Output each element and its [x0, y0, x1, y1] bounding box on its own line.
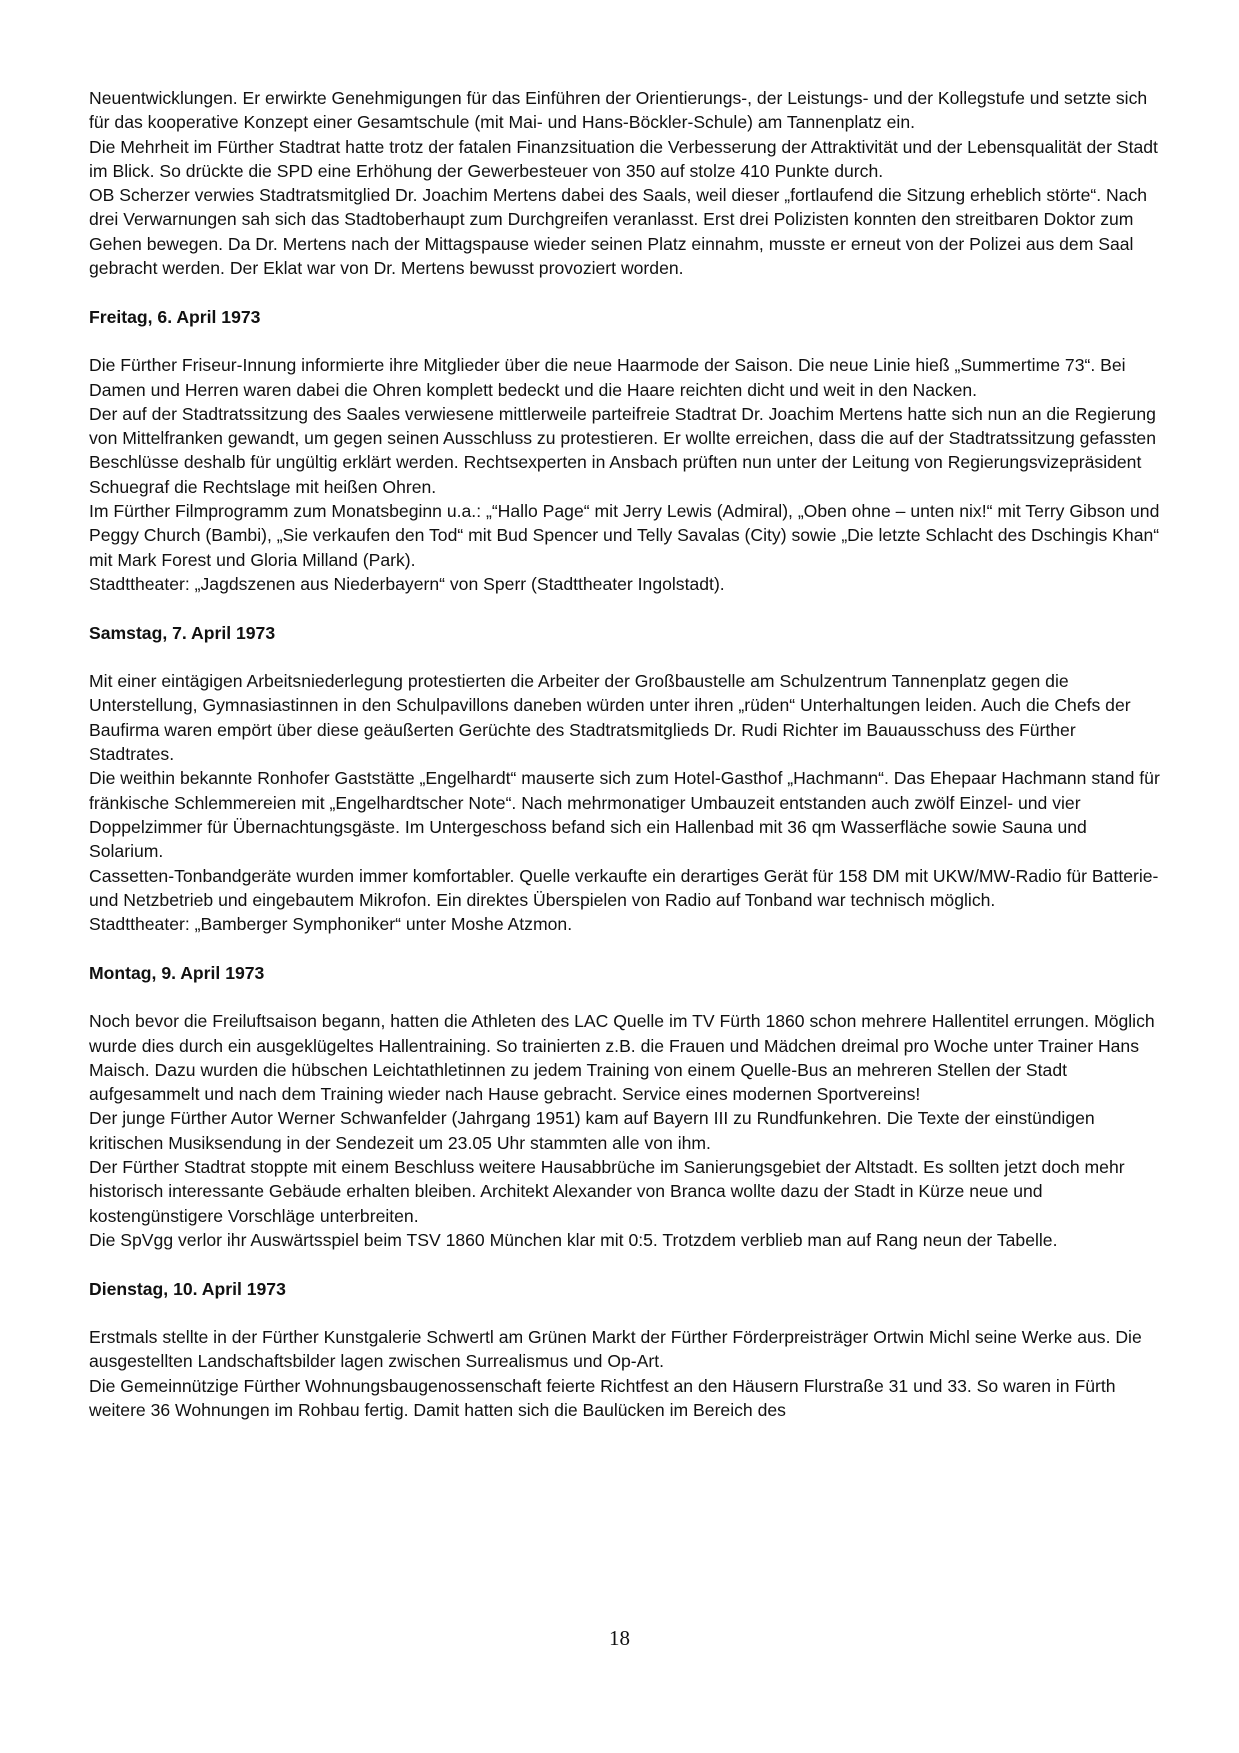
page-number: 18 [609, 1626, 630, 1650]
section-heading: Montag, 9. April 1973 [89, 962, 265, 983]
paragraph: Die Mehrheit im Fürther Stadtrat hatte trotz der fatalen Finanzsituation die Verbesserung der Attraktivität und der Lebensqualität der Stadt im Blick. So drückte die SPD eine Erhöhung der Gewerbesteuer von 350 auf stolze 410 Punkte durch. [89, 136, 1158, 181]
paragraph: Der junge Fürther Autor Werner Schwanfelder (Jahrgang 1951) kam auf Bayern III zu Rundfunkehren. Die Texte der einstündigen kritischen Musiksendung in der Sendezeit um 23.05 Uhr stammten alle von ihm. [89, 1108, 1095, 1153]
spacer [89, 329, 1161, 353]
section-heading: Freitag, 6. April 1973 [89, 306, 261, 327]
paragraph: Cassetten-Tonbandgeräte wurden immer komfortabler. Quelle verkaufte ein derartiges Gerät für 158 DM mit UKW/MW-Radio für Batterie- und Netzbetrieb und eingebautem Mikrofon. Ein direktes Überspielen von Radio auf Tonband war technisch möglich. [89, 865, 1159, 910]
paragraph: Neuentwicklungen. Er erwirkte Genehmigungen für das Einführen der Orientierungs-, der Leistungs- und der Kollegstufe und setzte sich für das kooperative Konzept einer Gesamtschule (mit Mai- und Hans-Böckler-Schule) am Tannenplatz ein. [89, 88, 1148, 133]
spacer [89, 1252, 1161, 1276]
spacer [89, 596, 1161, 620]
paragraph: Erstmals stellte in der Fürther Kunstgalerie Schwertl am Grünen Markt der Fürther Förderpreisträger Ortwin Michl seine Werke aus. Die ausgestellten Landschaftsbilder lagen zwischen Surrealismus und Op-Art. [89, 1327, 1142, 1372]
spacer [89, 936, 1161, 960]
paragraph: Der Fürther Stadtrat stoppte mit einem Beschluss weitere Hausabbrüche im Sanierungsgebiet der Altstadt. Es sollten jetzt doch mehr historisch interessante Gebäude erhalten bleiben. Architekt Alexander von Branca wollte dazu der Stadt in Kürze neue und kostengünstigere Vorschläge unterbreiten. [89, 1157, 1125, 1226]
spacer [89, 985, 1161, 1009]
spacer [89, 280, 1161, 304]
paragraph: Im Fürther Filmprogramm zum Monatsbeginn u.a.: „“Hallo Page“ mit Jerry Lewis (Admiral), „Oben ohne – unten nix!“ mit Terry Gibson und Peggy Church (Bambi), „Sie verkaufen den Tod“ mit Bud Spencer und Telly Savalas (City) sowie „Die letzte Schlacht des Dschingis Khan“ mit Mark Forest und Gloria Milland (Park). [89, 501, 1160, 570]
paragraph: OB Scherzer verwies Stadtratsmitglied Dr. Joachim Mertens dabei des Saals, weil dieser „fortlaufend die Sitzung erheblich störte“. Nach drei Verwarnungen sah sich das Stadtoberhaupt zum Durchgreifen veranlasst. Erst drei Polizisten konnten den streitbaren Doktor zum Gehen bewegen. Da Dr. Mertens nach der Mittagspause wieder seinen Platz einnahm, musste er erneut von der Polizei aus dem Saal gebracht werden. Der Eklat war von Dr. Mertens bewusst provoziert worden. [89, 185, 1148, 279]
paragraph: Mit einer eintägigen Arbeitsniederlegung protestierten die Arbeiter der Großbaustelle am Schulzentrum Tannenplatz gegen die Unterstellung, Gymnasiastinnen in den Schulpavillons daneben würden unter ihren „rüden“ Unterhaltungen leiden. Auch die Chefs der Baufirma waren empört über diese geäußerten Gerüchte des Stadtratsmitglieds Dr. Rudi Richter im Bauausschuss des Fürther Stadtrates. [89, 671, 1131, 765]
paragraph: Stadttheater: „Jagdszenen aus Niederbayern“ von Sperr (Stadttheater Ingolstadt). [89, 573, 725, 594]
spacer [89, 645, 1161, 669]
paragraph: Die SpVgg verlor ihr Auswärtsspiel beim TSV 1860 München klar mit 0:5. Trotzdem verblieb man auf Rang neun der Tabelle. [89, 1229, 1058, 1250]
paragraph: Die Fürther Friseur-Innung informierte ihre Mitglieder über die neue Haarmode der Saison. Die neue Linie hieß „Summertime 73“. Bei Damen und Herren waren dabei die Ohren komplett bedeckt und die Haare reichten dicht und weit in den Nacken. [89, 355, 1126, 400]
paragraph: Noch bevor die Freiluftsaison begann, hatten die Athleten des LAC Quelle im TV Fürth 1860 schon mehrere Hallentitel errungen. Möglich wurde dies durch ein ausgeklügeltes Hallentraining. So trainierten z.B. die Frauen und Mädchen dreimal pro Woche unter Trainer Hans Maisch. Dazu wurden die hübschen Leichtathletinnen zu jedem Training von einem Quelle-Bus an mehreren Stellen der Stadt aufgesammelt und nach dem Training wieder nach Hause gebracht. Service eines modernen Sportvereins! [89, 1011, 1155, 1105]
section-heading: Samstag, 7. April 1973 [89, 622, 276, 643]
section-heading: Dienstag, 10. April 1973 [89, 1278, 286, 1299]
paragraph: Der auf der Stadtratssitzung des Saales verwiesene mittlerweile parteifreie Stadtrat Dr. Joachim Mertens hatte sich nun an die Regierung von Mittelfranken gewandt, um gegen seinen Ausschluss zu protestieren. Er wollte erreichen, dass die auf der Stadtratssitzung gefassten Beschlüsse deshalb für ungültig erklärt werden. Rechtsexperten in Ansbach prüften nun unter der Leitung von Regierungsvizepräsident Schuegraf die Rechtslage mit heißen Ohren. [89, 403, 1156, 497]
paragraph: Die Gemeinnützige Fürther Wohnungsbaugenossenschaft feierte Richtfest an den Häusern Flurstraße 31 und 33. So waren in Fürth weitere 36 Wohnungen im Rohbau fertig. Damit hatten sich die Baulücken im Bereich des [89, 1375, 1116, 1421]
document-body [89, 86, 1161, 1422]
spacer [89, 1301, 1161, 1325]
paragraph: Stadttheater: „Bamberger Symphoniker“ unter Moshe Atzmon. [89, 914, 573, 935]
paragraph: Die weithin bekannte Ronhofer Gaststätte „Engelhardt“ mauserte sich zum Hotel-Gasthof „Hachmann“. Das Ehepaar Hachmann stand für fränkische Schlemmereien mit „Engelhardtscher Note“. Nach mehrmonatiger Umbauzeit entstanden auch zwölf Einzel- und vier Doppelzimmer für Übernachtungsgäste. Im Untergeschoss befand sich ein Hallenbad mit 36 qm Wasserfläche sowie Sauna und Solarium. [89, 768, 1160, 862]
